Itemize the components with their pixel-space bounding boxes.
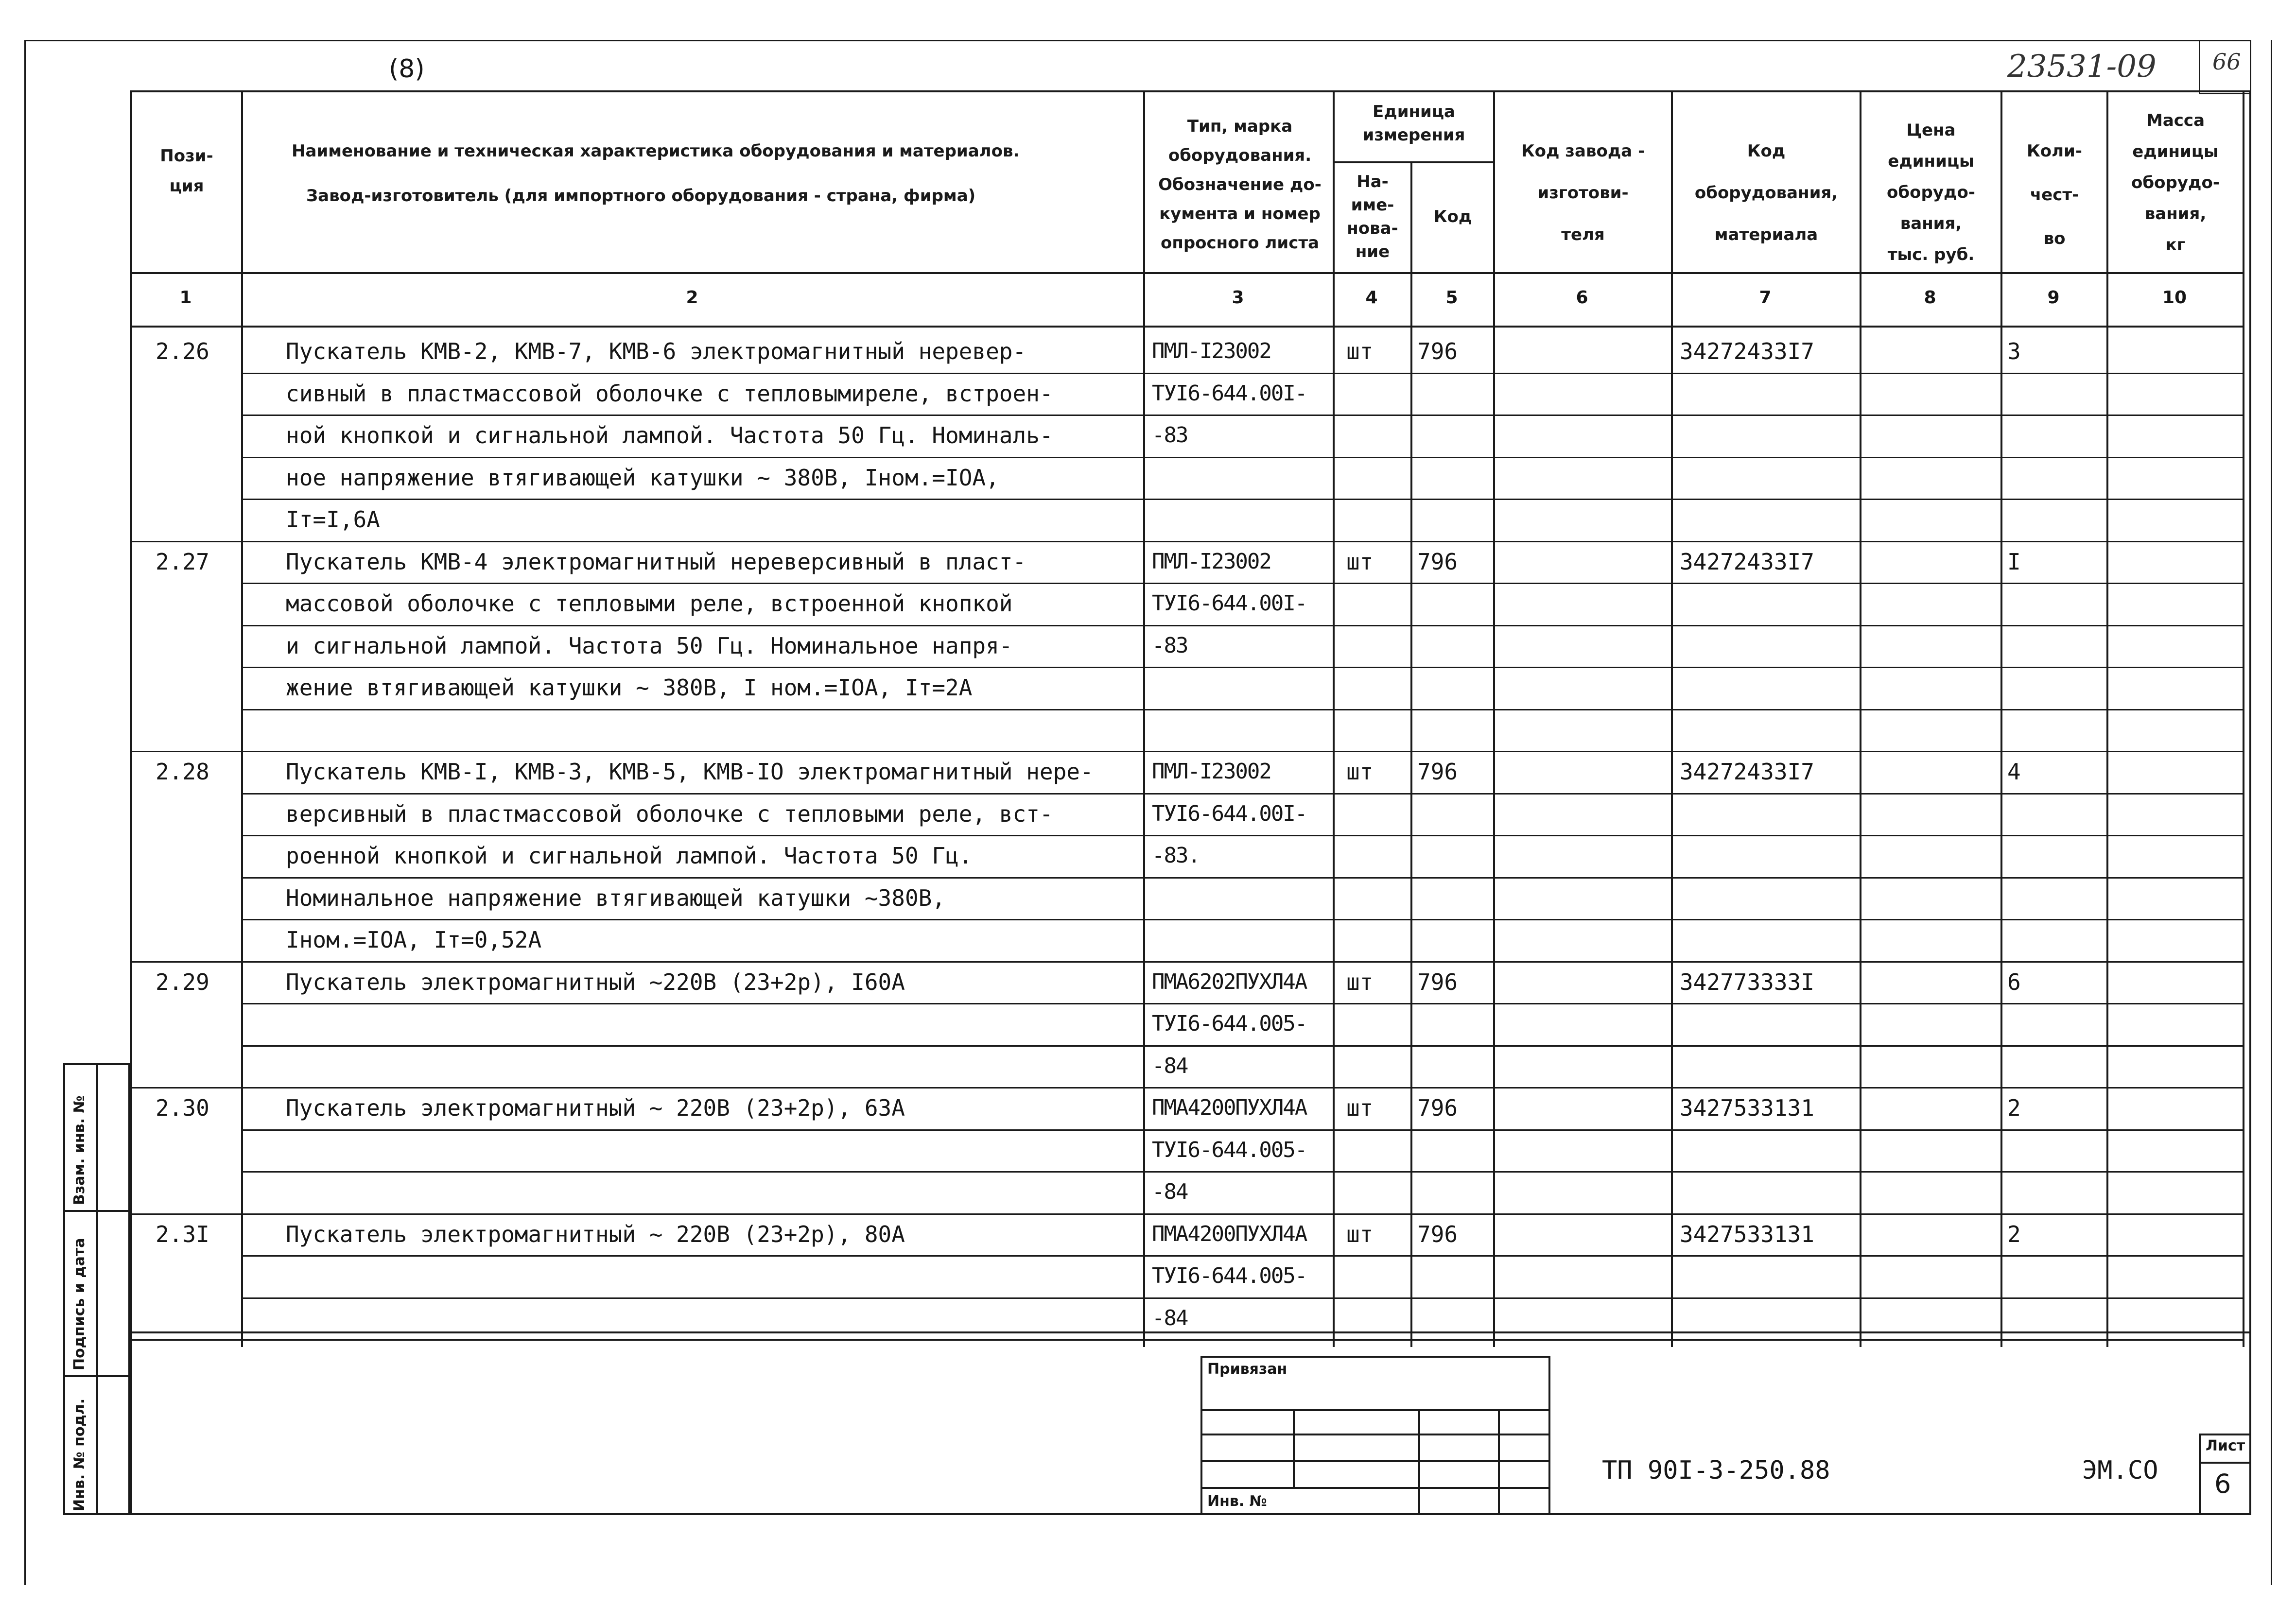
item-description-line: ное напряжение втягивающей катушки ~ 380В, Iном.=IOA, [286, 464, 999, 491]
handwritten-page-number: 66 [2212, 49, 2241, 75]
item-equipment-code: 342773333I [1680, 968, 1814, 995]
item-type-line: ТУI6-644.00I- [1152, 380, 1307, 406]
item-description-line: и сигнальной лампой. Частота 50 Гц. Номинальное напря- [286, 632, 1013, 659]
item-description-line: Пускатель КМВ-I, КМВ-3, КМВ-5, КМВ-IO электромагнитный нере- [286, 759, 1094, 785]
item-unit: шт [1346, 548, 1374, 575]
item-description-line: ной кнопкой и сигнальной лампой. Частота 50 Гц. Номиналь- [286, 422, 1053, 449]
item-position: 2.27 [156, 548, 209, 575]
item-type-line: ПМА6202ПУХЛ4А [1152, 969, 1307, 994]
column-number: 4 [1365, 288, 1378, 308]
item-equipment-code: 34272433I7 [1680, 338, 1814, 364]
privyazan-col-line [1293, 1409, 1295, 1487]
row-line [241, 1171, 2243, 1173]
column-number: 8 [1924, 288, 1936, 308]
column-divider [1410, 161, 1412, 1347]
privyazan-col-line [1498, 1409, 1500, 1515]
side-strip-row-line [63, 1210, 130, 1212]
item-unit-code: 796 [1417, 759, 1458, 785]
item-type-line: -84 [1152, 1305, 1188, 1331]
column-divider [2000, 90, 2002, 1347]
inv-no-label: Инв. № [1207, 1493, 1267, 1510]
column-number: 9 [2047, 288, 2060, 308]
header-col3: Тип, марка оборудования. Обозначение до- кумента и номер опросного листа [1158, 117, 1322, 253]
item-description-line: сивный в пластмассовой оболочке с тепловымиреле, встроен- [286, 380, 1053, 407]
item-position: 2.26 [156, 338, 209, 364]
column-number: 5 [1445, 288, 1458, 308]
item-type-line: ПМЛ-I23002 [1152, 339, 1271, 363]
top-border [24, 40, 2199, 41]
item-position: 2.3I [156, 1221, 209, 1247]
item-equipment-code: 34272433I7 [1680, 759, 1814, 785]
item-position: 2.28 [156, 759, 209, 785]
row-line [241, 499, 2243, 500]
item-description-line: Пускатель электромагнитный ~ 220В (23+2р), 80A [286, 1221, 905, 1247]
column-divider [1333, 90, 1335, 1347]
side-strip-row-line [63, 1375, 130, 1377]
column-divider [1493, 90, 1495, 1347]
stamp-mark: ЭМ.СО [2082, 1456, 2158, 1485]
right-border [2271, 40, 2272, 1585]
item-unit: шт [1346, 968, 1374, 995]
sheet-ref: (8) [389, 54, 425, 84]
side-label-vzam: Взам. инв. № [71, 1095, 88, 1205]
item-description-line: Iт=I,6A [286, 506, 380, 533]
item-description-line: Пускатель электромагнитный ~220В (23+2р), I60A [286, 968, 905, 995]
item-type-line: -84 [1152, 1179, 1188, 1204]
item-equipment-code: 34275331З1 [1680, 1095, 1814, 1121]
stamp-top-line [130, 1331, 2251, 1333]
side-label-podpis: Подпись и дата [71, 1238, 88, 1370]
item-quantity: 4 [2007, 759, 2021, 785]
item-unit-code: 796 [1417, 548, 1458, 575]
item-type-line: ПМЛ-I23002 [1152, 759, 1271, 784]
item-unit-code: 796 [1417, 968, 1458, 995]
sheet-label: Лист [2206, 1437, 2245, 1454]
item-description-line: версивный в пластмассовой оболочке с тепловыми реле, вст- [286, 800, 1053, 827]
item-description-line: Пускатель КМВ-2, КМВ-7, КМВ-6 электромагнитный неревер- [286, 338, 1026, 364]
header-col9: Коли- чест- во [2027, 141, 2082, 248]
item-equipment-code: 34275331З1 [1680, 1221, 1814, 1247]
header-col1: Пози- ция [160, 146, 213, 196]
row-line [241, 709, 2243, 710]
column-divider [1143, 90, 1145, 1347]
item-position: 2.30 [156, 1095, 209, 1121]
item-type-line: -83 [1152, 423, 1188, 448]
header-col2-line2: Завод-изготовитель (для импортного оборудования - страна, фирма) [306, 186, 976, 206]
item-type-line: ТУI6-644.00I- [1152, 801, 1307, 826]
row-line [241, 1339, 2243, 1341]
column-number: 6 [1576, 288, 1588, 308]
item-quantity: I [2007, 548, 2021, 575]
header-col10: Масса единицы оборудо- вания, кг [2131, 111, 2220, 255]
item-description-line: роенной кнопкой и сигнальной лампой. Частота 50 Гц. [286, 843, 973, 869]
item-type-line: ТУI6-644.005- [1152, 1137, 1307, 1162]
column-divider [1860, 90, 1861, 1347]
header-col7: Код оборудования, материала [1694, 141, 1838, 244]
privyazan-label: Привязан [1207, 1361, 1287, 1378]
header-col6: Код завода - изготови- теля [1521, 141, 1645, 244]
column-number: 10 [2162, 288, 2187, 308]
row-line [241, 1297, 2243, 1299]
item-description-line: жение втягивающей катушки ~ 380В, I ном.=IOA, Iт=2A [286, 674, 973, 701]
item-quantity: 3 [2007, 338, 2021, 364]
item-type-line: ПМА4200ПУХЛ4А [1152, 1095, 1307, 1120]
item-description-line: Пускатель электромагнитный ~ 220В (23+2р), 63A [286, 1095, 905, 1121]
header-bottom-line [130, 272, 2243, 274]
sheet-number: 6 [2214, 1469, 2231, 1499]
side-strip-divider [96, 1063, 98, 1515]
item-type-line: ПМА4200ПУХЛ4А [1152, 1221, 1307, 1246]
item-quantity: 2 [2007, 1221, 2021, 1247]
item-unit: шт [1346, 1221, 1374, 1247]
item-type-line: ТУI6-644.00I- [1152, 591, 1307, 616]
header-col5: Код [1433, 207, 1472, 226]
item-description-line: массовой оболочке с тепловыми реле, встроенной кнопкой [286, 590, 1013, 617]
item-unit-code: 796 [1417, 1221, 1458, 1247]
item-unit-code: 796 [1417, 338, 1458, 364]
header-unit-group: Единица измерения [1362, 102, 1465, 145]
header-col8: Цена единицы оборудо- вания, тыс. руб. [1887, 121, 1975, 264]
item-equipment-code: 34272433I7 [1680, 548, 1814, 575]
left-edge-line [24, 40, 26, 1585]
row-line [241, 1045, 2243, 1047]
header-col4: На- име- нова- ние [1347, 172, 1398, 261]
item-type-line: ТУI6-644.005- [1152, 1011, 1307, 1036]
item-type-line: -83 [1152, 633, 1188, 658]
column-divider [2243, 90, 2244, 1347]
colnum-bottom-line [130, 326, 2243, 328]
privyazan-col-line [1418, 1409, 1420, 1515]
item-quantity: 2 [2007, 1095, 2021, 1121]
item-type-line: -83. [1152, 843, 1200, 868]
item-separator [130, 1339, 241, 1341]
item-description-line: Пускатель КМВ-4 электромагнитный нереверсивный в пласт- [286, 548, 1026, 575]
header-col2-line1: Наименование и техническая характеристика оборудования и материалов. [292, 141, 1020, 161]
item-type-line: -84 [1152, 1053, 1188, 1078]
item-type-line: ПМЛ-I23002 [1152, 549, 1271, 574]
side-label-inv-podl: Инв. № подл. [71, 1398, 88, 1511]
item-unit: шт [1346, 338, 1374, 364]
handwritten-doc-code: 23531-09 [2007, 49, 2157, 85]
item-unit-code: 796 [1417, 1095, 1458, 1121]
stamp-doc-code: ТП 90I-3-250.88 [1602, 1456, 1830, 1485]
column-number: 2 [686, 288, 698, 308]
column-divider [1671, 90, 1673, 1347]
sheet-number-divider [2199, 1462, 2251, 1464]
column-divider [241, 90, 243, 1347]
column-divider [2106, 90, 2108, 1347]
item-type-line: ТУI6-644.005- [1152, 1263, 1307, 1288]
item-unit: шт [1346, 1095, 1374, 1121]
item-description-line: Номинальное напряжение втягивающей катушки ~380В, [286, 884, 946, 911]
item-position: 2.29 [156, 968, 209, 995]
item-description-line: Iном.=IOA, Iт=0,52A [286, 927, 542, 953]
unit-group-line [1333, 161, 1493, 163]
column-number: 7 [1759, 288, 1772, 308]
column-number: 3 [1232, 288, 1244, 308]
column-number: 1 [179, 288, 192, 308]
item-unit: шт [1346, 759, 1374, 785]
item-quantity: 6 [2007, 968, 2021, 995]
